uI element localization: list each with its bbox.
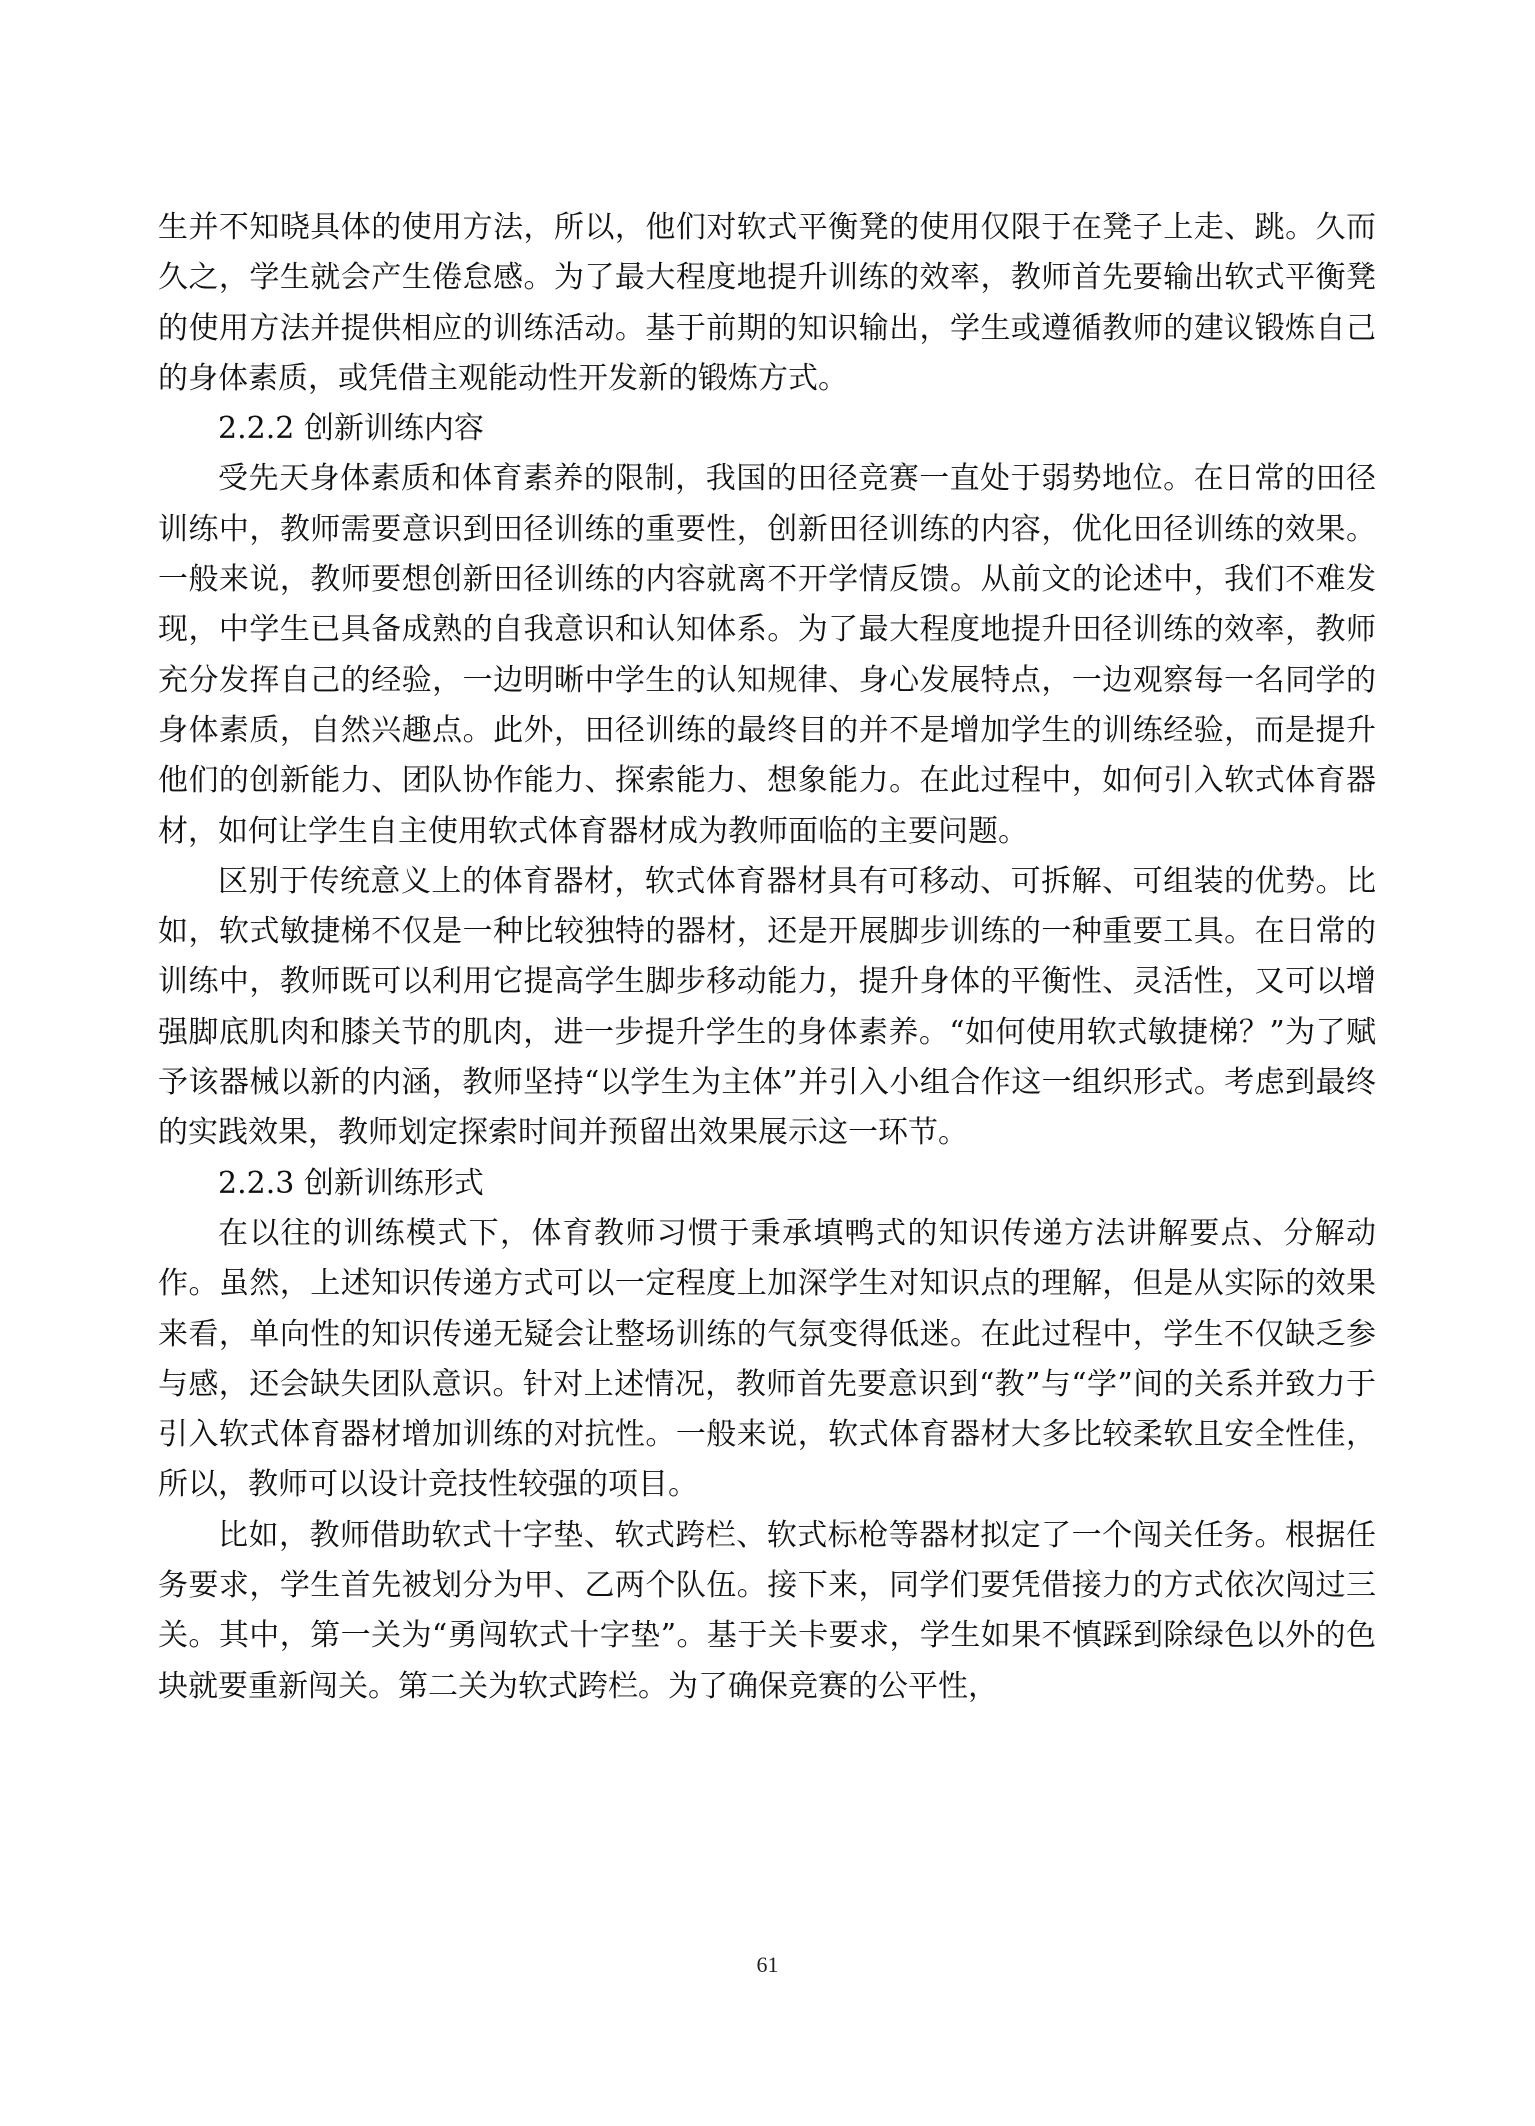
page-number: 61 bbox=[756, 1952, 779, 1977]
paragraph: 在以往的训练模式下，体育教师习惯于秉承填鸭式的知识传递方法讲解要点、分解动作。虽然，上述知识传递方式可以一定程度上加深学生对知识点的理解，但是从实际的效果来看，单向性的知识传递无疑会让整场训练的气氛变得低迷。在此过程中，学生不仅缺乏参与感，还会缺失团队意识。针对上述情况，教师首先要意识到“教”与“学”间的关系并致力于引入软式体育器材增加训练的对抗性。一般来说，软式体育器材大多比较柔软且安全性佳，所以，教师可以设计竞技性较强的项目。 bbox=[158, 1215, 1376, 1503]
section-heading-2-2-2: 2.2.2 创新训练内容 bbox=[218, 411, 484, 447]
page-body bbox=[158, 203, 1376, 1712]
section-heading-2-2-3: 2.2.3 创新训练形式 bbox=[218, 1165, 484, 1201]
paragraph: 区别于传统意义上的体育器材，软式体育器材具有可移动、可拆解、可组装的优势。比如，软式敏捷梯不仅是一种比较独特的器材，还是开展脚步训练的一种重要工具。在日常的训练中，教师既可以利用它提高学生脚步移动能力，提升身体的平衡性、灵活性，又可以增强脚底肌肉和膝关节的肌肉，进一步提升学生的身体素养。“如何使用软式敏捷梯？”为了赋予该器械以新的内涵，教师坚持“以学生为主体”并引入小组合作这一组织形式。考虑到最终的实践效果，教师划定探索时间并预留出效果展示这一环节。 bbox=[158, 863, 1376, 1151]
paragraph: 比如，教师借助软式十字垫、软式跨栏、软式标枪等器材拟定了一个闯关任务。根据任务要求，学生首先被划分为甲、乙两个队伍。接下来，同学们要凭借接力的方式依次闯过三关。其中，第一关为“勇闯软式十字垫”。基于关卡要求，学生如果不慎踩到除绿色以外的色块就要重新闯关。第二关为软式跨栏。为了确保竞赛的公平性， bbox=[158, 1517, 1376, 1704]
paragraph: 受先天身体素质和体育素养的限制，我国的田径竞赛一直处于弱势地位。在日常的田径训练中，教师需要意识到田径训练的重要性，创新田径训练的内容，优化田径训练的效果。一般来说，教师要想创新田径训练的内容就离不开学情反馈。从前文的论述中，我们不难发现，中学生已具备成熟的自我意识和认知体系。为了最大程度地提升田径训练的效率，教师充分发挥自己的经验，一边明晰中学生的认知规律、身心发展特点，一边观察每一名同学的身体素质，自然兴趣点。此外，田径训练的最终目的并不是增加学生的训练经验，而是提升他们的创新能力、团队协作能力、探索能力、想象能力。在此过程中，如何引入软式体育器材，如何让学生自主使用软式体育器材成为教师面临的主要问题。 bbox=[158, 461, 1376, 849]
paragraph-continued: 生并不知晓具体的使用方法，所以，他们对软式平衡凳的使用仅限于在凳子上走、跳。久而久之，学生就会产生倦怠感。为了最大程度地提升训练的效率，教师首先要输出软式平衡凳的使用方法并提供相应的训练活动。基于前期的知识输出，学生或遵循教师的建议锻炼自己的身体素质，或凭借主观能动性开发新的锻炼方式。 bbox=[158, 210, 1376, 396]
